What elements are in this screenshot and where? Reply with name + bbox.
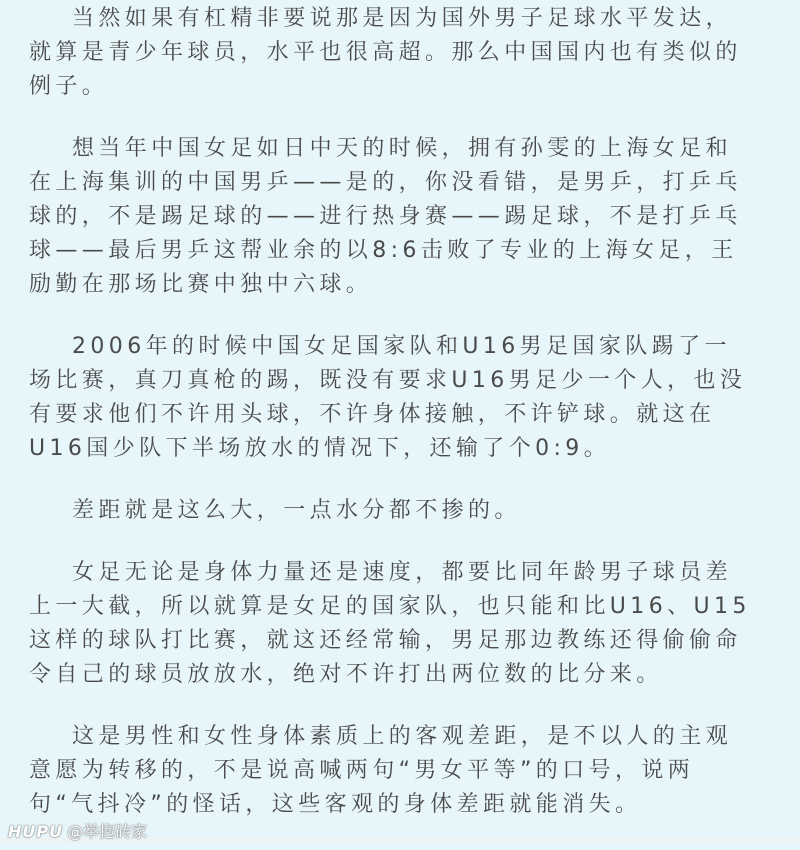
paragraph-line: 这是男性和女性身体素质上的客观差距，是不以人的主观 <box>72 724 733 749</box>
paragraph-line: 球——最后男乒这帮业余的以8:6击败了专业的上海女足，王 <box>29 238 738 263</box>
watermark <box>8 823 147 841</box>
paragraph-line: 场比赛，真刀真枪的踢，既没有要求U16男足少一个人，也没 <box>29 368 747 393</box>
paragraph-line: 想当年中国女足如日中天的时候，拥有孙雯的上海女足和 <box>72 136 733 161</box>
watermark-author: @举抱砖家 <box>67 822 148 841</box>
paragraph-line: 当然如果有杠精非要说那是因为国外男子足球水平发达， <box>72 6 733 31</box>
paragraph-line: 2006年的时候中国女足国家队和U16男足国家队踢了一 <box>72 334 731 359</box>
paragraph-line: 球的，不是踢足球的——进行热身赛——踢足球，不是打乒乓 <box>29 204 742 229</box>
paragraph-line: U16国少队下半场放水的情况下，还输了个0:9。 <box>29 436 611 461</box>
paragraph-line: 上一大截，所以就算是女足的国家队，也只能和比U16、U15 <box>29 594 751 619</box>
paragraph-line: 就算是青少年球员，水平也很高超。那么中国国内也有类似的 <box>29 40 742 65</box>
paragraph-line: 差距就是这么大，一点水分都不掺的。 <box>72 498 521 523</box>
paragraph-line: 在上海集训的中国男乒——是的，你没看错，是男乒，打乒乓 <box>29 170 742 195</box>
paragraph-line: 句“气抖冷”的怪话，这些客观的身体差距就能消失。 <box>29 792 642 817</box>
article-body <box>29 2 799 850</box>
paragraph-line: 令自己的球员放放水，绝对不许打出两位数的比分来。 <box>29 662 663 687</box>
paragraph-line: 有要求他们不许用头球，不许身体接触，不许铲球。就这在 <box>29 402 716 427</box>
paragraph-line: 例子。 <box>29 74 109 99</box>
paragraph <box>29 132 799 302</box>
paragraph <box>29 494 799 528</box>
paragraph <box>29 720 799 822</box>
paragraph <box>29 330 799 466</box>
paragraph <box>29 2 799 104</box>
paragraph-line: 励勤在那场比赛中独中六球。 <box>29 272 373 297</box>
paragraph-line: 意愿为转移的，不是说高喊两句“男女平等”的口号，说两 <box>29 758 695 783</box>
paragraph <box>29 556 799 692</box>
paragraph-line: 这样的球队打比赛，就这还经常输，男足那边教练还得偷偷命 <box>29 628 742 653</box>
hupu-logo: HUPU <box>8 822 64 841</box>
paragraph-line: 女足无论是身体力量还是速度，都要比同年龄男子球员差 <box>72 560 733 585</box>
